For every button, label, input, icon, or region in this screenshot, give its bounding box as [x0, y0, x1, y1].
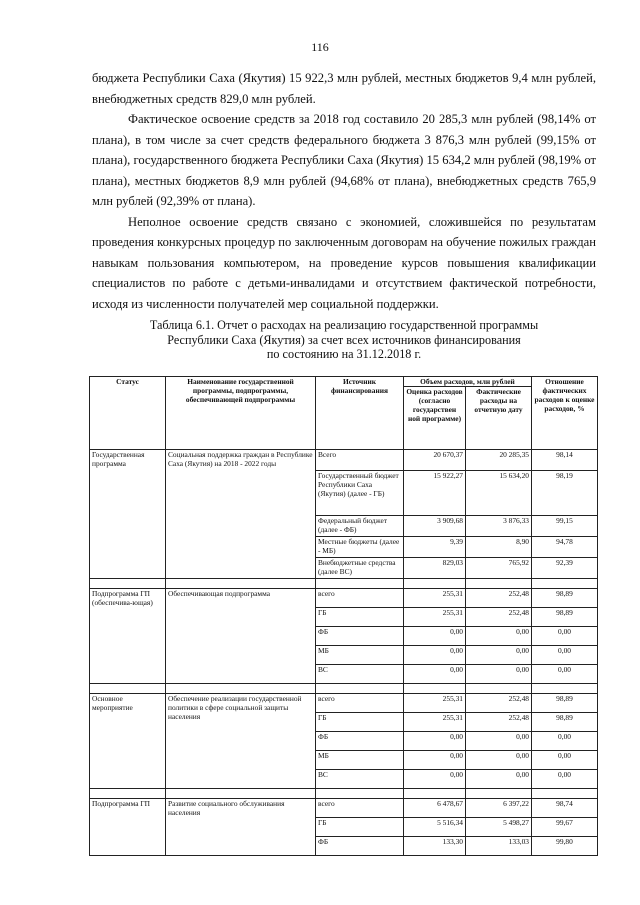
status-cell: Государственная программа [90, 450, 166, 579]
paragraph: Фактическое освоение средств за 2018 год составило 20 285,3 млн рублей (98,14% от плана), в том числе за счет средств федерального бюджета 3 876,3 млн рублей (99,15% от плана), государственного бюджета Республики Саха (Якутия) 15 634,2 млн рублей (98,19% от плана), местных бюджетов 8,9 млн рублей (94,68% от плана), внебюджетных средств 765,9 млн рублей (92,39% от плана). [92, 112, 596, 208]
spacer-cell [166, 579, 316, 589]
ratio-cell: 0,00 [532, 646, 598, 665]
spacer-cell [90, 579, 166, 589]
estimate-cell: 133,30 [404, 837, 466, 856]
spacer-cell [90, 684, 166, 694]
estimate-cell: 5 516,34 [404, 818, 466, 837]
actual-cell: 0,00 [466, 627, 532, 646]
source-cell: ВС [316, 770, 404, 789]
estimate-cell: 0,00 [404, 646, 466, 665]
actual-cell: 8,90 [466, 537, 532, 558]
source-cell: ГБ [316, 713, 404, 732]
spacer-cell [466, 684, 532, 694]
source-cell: Внебюджетные средства (далее ВС) [316, 558, 404, 579]
actual-cell: 15 634,20 [466, 471, 532, 516]
estimate-cell: 255,31 [404, 713, 466, 732]
spacer-cell [532, 579, 598, 589]
paragraph: Неполное освоение средств связано с экономией, сложившейся по результатам проведения конкурсных процедур по заключенным договорам на обучение пожилых граждан навыкам пользования компьютером, на проведение курсов повышения квалификации специалистов по работе с детьми-инвалидами и отсутствием фактической потребности, исходя из численности получателей мер социальной поддержки. [92, 214, 596, 311]
source-cell: всего [316, 799, 404, 818]
actual-cell: 0,00 [466, 751, 532, 770]
source-cell: Федеральный бюджет (далее - ФБ) [316, 516, 404, 537]
source-cell: МБ [316, 751, 404, 770]
spacer-row [90, 579, 598, 589]
estimate-cell: 15 922,27 [404, 471, 466, 516]
spacer-cell [532, 789, 598, 799]
header-volume: Объем расходов, млн рублей [404, 377, 532, 387]
header-status: Статус [90, 377, 166, 450]
actual-cell: 5 498,27 [466, 818, 532, 837]
source-cell: Всего [316, 450, 404, 471]
status-cell: Основное мероприятие [90, 694, 166, 789]
actual-cell: 252,48 [466, 589, 532, 608]
caption-line: по состоянию на 31.12.2018 г. [266, 347, 422, 361]
ratio-cell: 92,39 [532, 558, 598, 579]
source-cell: всего [316, 589, 404, 608]
ratio-cell: 98,89 [532, 608, 598, 627]
estimate-cell: 9,39 [404, 537, 466, 558]
source-cell: всего [316, 694, 404, 713]
table-row [90, 589, 598, 608]
estimate-cell: 255,31 [404, 608, 466, 627]
ratio-cell: 99,67 [532, 818, 598, 837]
ratio-cell: 94,78 [532, 537, 598, 558]
estimate-cell: 0,00 [404, 665, 466, 684]
header-estimate: Оценка расходов (согласно государствен ной программе) [404, 387, 466, 450]
ratio-cell: 99,15 [532, 516, 598, 537]
estimate-cell: 3 909,68 [404, 516, 466, 537]
estimate-cell: 0,00 [404, 732, 466, 751]
estimate-cell: 20 670,37 [404, 450, 466, 471]
ratio-cell: 0,00 [532, 751, 598, 770]
ratio-cell: 99,80 [532, 837, 598, 856]
table-body [90, 450, 598, 856]
name-cell: Развитие социального обслуживания населения [166, 799, 316, 856]
name-cell: Обеспечивающая подпрограмма [166, 589, 316, 684]
header-actual: Фактические расходы на отчетную дату [466, 387, 532, 450]
actual-cell: 0,00 [466, 732, 532, 751]
spacer-cell [166, 789, 316, 799]
name-cell: Обеспечение реализации государственной политики в сфере социальной защиты населения [166, 694, 316, 789]
spacer-cell [466, 789, 532, 799]
header-source: Источник финансирования [316, 377, 404, 450]
estimate-cell: 255,31 [404, 589, 466, 608]
caption-line: Республики Саха (Якутия) за счет всех источников финансирования [167, 332, 521, 347]
actual-cell: 0,00 [466, 665, 532, 684]
expenditure-table [89, 376, 598, 856]
spacer-cell [316, 579, 404, 589]
source-cell: ФБ [316, 837, 404, 856]
ratio-cell: 98,14 [532, 450, 598, 471]
actual-cell: 133,03 [466, 837, 532, 856]
actual-cell: 765,92 [466, 558, 532, 579]
spacer-row [90, 684, 598, 694]
spacer-row [90, 789, 598, 799]
actual-cell: 0,00 [466, 646, 532, 665]
actual-cell: 252,48 [466, 694, 532, 713]
ratio-cell: 98,74 [532, 799, 598, 818]
spacer-cell [166, 684, 316, 694]
estimate-cell: 0,00 [404, 770, 466, 789]
spacer-cell [404, 789, 466, 799]
spacer-cell [404, 579, 466, 589]
paragraph: бюджета Республики Саха (Якутия) 15 922,3 млн рублей, местных бюджетов 9,4 млн рублей, внебюджетных средств 829,0 млн рублей. [92, 71, 596, 106]
actual-cell: 252,48 [466, 608, 532, 627]
header-name: Наименование государственной программы, подпрограммы, обеспечивающей подпрограммы [166, 377, 316, 450]
estimate-cell: 6 478,67 [404, 799, 466, 818]
ratio-cell: 0,00 [532, 732, 598, 751]
header-ratio: Отношение фактических расходов к оценке расходов, % [532, 377, 598, 450]
ratio-cell: 98,89 [532, 694, 598, 713]
ratio-cell: 0,00 [532, 665, 598, 684]
table-row [90, 799, 598, 818]
name-cell: Социальная поддержка граждан в Республике Саха (Якутия) на 2018 - 2022 годы [166, 450, 316, 579]
actual-cell: 252,48 [466, 713, 532, 732]
actual-cell: 20 285,35 [466, 450, 532, 471]
actual-cell: 3 876,33 [466, 516, 532, 537]
ratio-cell: 0,00 [532, 770, 598, 789]
source-cell: ФБ [316, 732, 404, 751]
estimate-cell: 255,31 [404, 694, 466, 713]
estimate-cell: 0,00 [404, 751, 466, 770]
estimate-cell: 829,03 [404, 558, 466, 579]
caption-line: Таблица 6.1. Отчет о расходах на реализацию государственной программы [149, 318, 539, 332]
actual-cell: 0,00 [466, 770, 532, 789]
spacer-cell [90, 789, 166, 799]
table-caption [92, 318, 596, 362]
source-cell: ФБ [316, 627, 404, 646]
status-cell: Подпрограмма ГП (обеспечива-ющая) [90, 589, 166, 684]
ratio-cell: 0,00 [532, 627, 598, 646]
source-cell: ГБ [316, 608, 404, 627]
spacer-cell [316, 789, 404, 799]
source-cell: ВС [316, 665, 404, 684]
estimate-cell: 0,00 [404, 627, 466, 646]
source-cell: Государственный бюджет Республики Саха (Якутия) (далее - ГБ) [316, 471, 404, 516]
status-cell: Подпрограмма ГП [90, 799, 166, 856]
source-cell: МБ [316, 646, 404, 665]
spacer-cell [532, 684, 598, 694]
actual-cell: 6 397,22 [466, 799, 532, 818]
table-row [90, 450, 598, 471]
source-cell: ГБ [316, 818, 404, 837]
table-row [90, 694, 598, 713]
source-cell: Местные бюджеты (далее - МБ) [316, 537, 404, 558]
spacer-cell [466, 579, 532, 589]
ratio-cell: 98,19 [532, 471, 598, 516]
body-text [92, 68, 596, 314]
spacer-cell [316, 684, 404, 694]
ratio-cell: 98,89 [532, 589, 598, 608]
ratio-cell: 98,89 [532, 713, 598, 732]
spacer-cell [404, 684, 466, 694]
page-number: 116 [311, 40, 329, 54]
